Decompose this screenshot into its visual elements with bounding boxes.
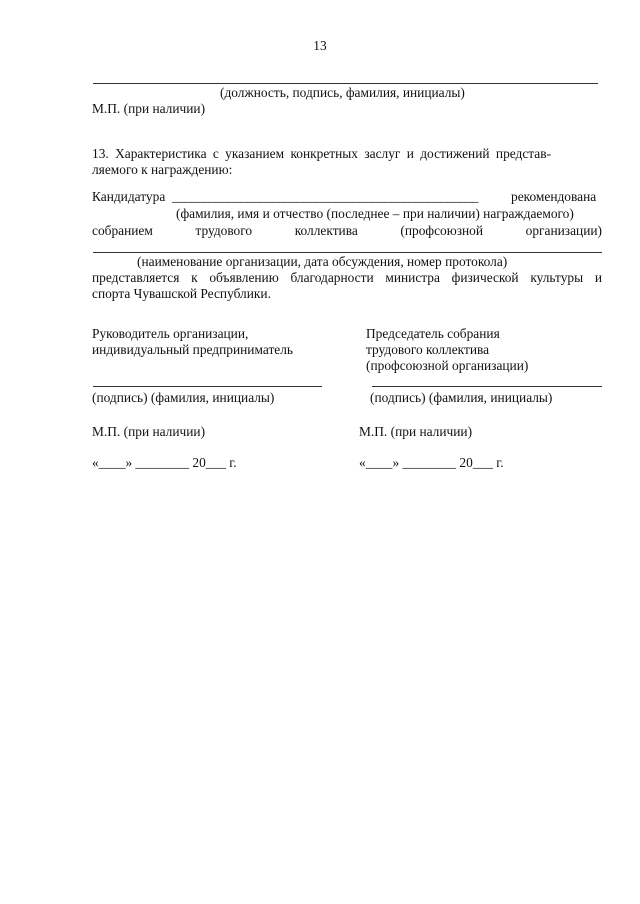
name-caption: (фамилия, имя и отчество (последнее – при наличии) награждаемого) <box>176 206 574 221</box>
right-signature-caption: (подпись) (фамилия, инициалы) <box>370 390 553 405</box>
top-sign-caption: (должность, подпись, фамилия, инициалы) <box>220 85 465 100</box>
right-stamp-note: М.П. (при наличии) <box>359 424 473 439</box>
left-date-line: «____» ________ 20___ г. <box>92 455 237 470</box>
top-stamp-note: М.П. (при наличии) <box>92 101 206 116</box>
signature-line-top <box>93 83 598 84</box>
left-stamp-note: М.П. (при наличии) <box>92 424 206 439</box>
right-date-line: «____» ________ 20___ г. <box>359 455 504 470</box>
page-number: 13 <box>313 38 327 53</box>
candidacy-label: Кандидатура <box>92 189 166 204</box>
right-signer-title-line3: (профсоюзной организации) <box>366 358 529 373</box>
gratitude-line2: спорта Чувашской Республики. <box>92 286 271 301</box>
left-signature-line <box>93 386 322 387</box>
right-signature-line <box>372 386 602 387</box>
section-13-line1: 13. Характеристика с указанием конкретных заслуг и достижений представ- <box>92 146 552 161</box>
gratitude-line1: представляется к объявлению благодарности министра физической культуры и <box>92 270 602 285</box>
right-signer-title-line1: Председатель собрания <box>366 326 500 341</box>
assembly-line: собранием трудового коллектива (профсоюзной организации) <box>92 223 602 238</box>
left-signer-title-line1: Руководитель организации, <box>92 326 249 341</box>
candidacy-blank: _________________________________________________ <box>172 189 479 204</box>
organization-line <box>93 252 602 253</box>
section-13-line2: ляемого к награждению: <box>92 162 233 177</box>
recommended-word: рекомендована <box>511 189 597 204</box>
left-signer-title-line2: индивидуальный предприниматель <box>92 342 294 357</box>
right-signer-title-line2: трудового коллектива <box>366 342 490 357</box>
left-signature-caption: (подпись) (фамилия, инициалы) <box>92 390 275 405</box>
organization-caption: (наименование организации, дата обсуждения, номер протокола) <box>137 254 508 269</box>
